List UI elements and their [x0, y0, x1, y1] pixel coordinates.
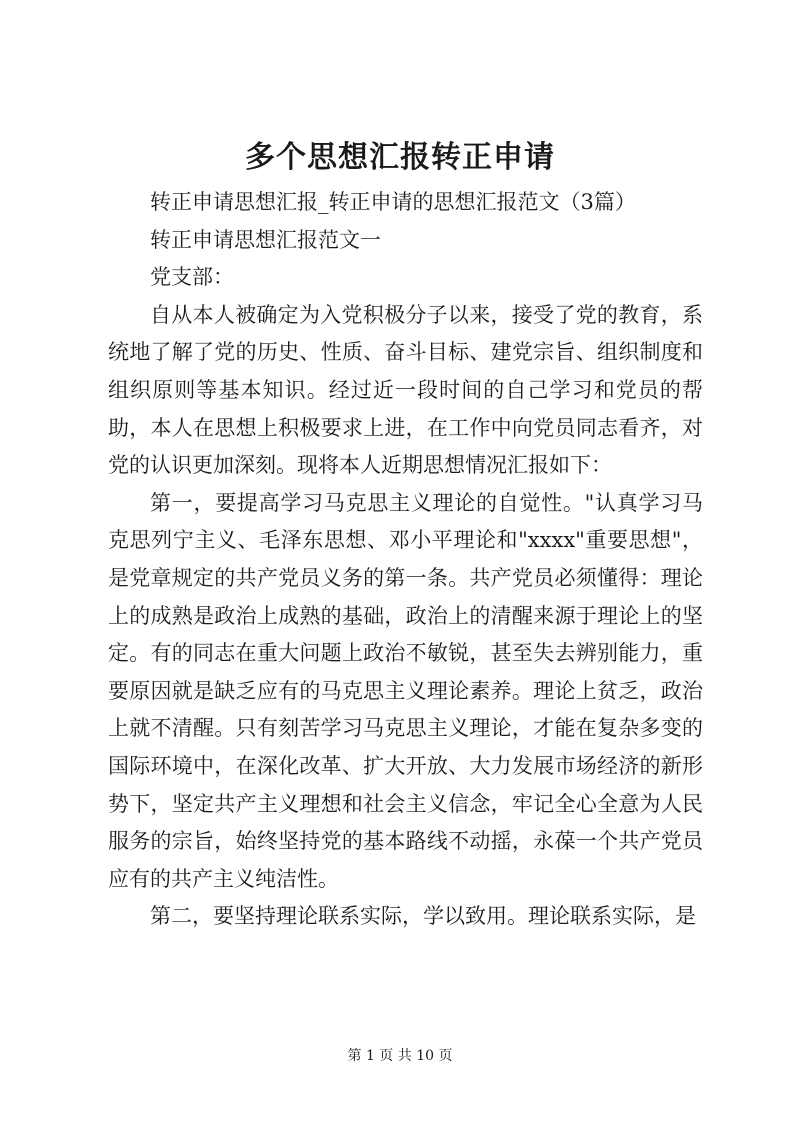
subtitle-paragraph: 转正申请思想汇报_转正申请的思想汇报范文（3篇）	[150, 190, 636, 214]
salutation: 党支部：	[150, 265, 234, 290]
page-footer: 第 1 页 共 10 页	[347, 1048, 453, 1064]
body-paragraph: 第一，要提高学习马克思主义理论的自觉性。"认真学习马克思列宁主义、毛泽东思想、邓小平理论和"xxxx"重要思想"，是党章规定的共产党员义务的第一条。共产党员必须懂得：理论上的成熟是政治上成熟的基础，政治上的清醒来源于理论上的坚定。有的同志在重大问题上政治不敏锐，甚至失去辨别能力，重要原因就是缺乏应有的马克思主义理论素养。理论上贫乏，政治上就不清醒。只有刻苦学习马克思主义理论，才能在复杂多变的国际环境中，在深化改革、扩大开放、大力发展市场经济的新形势下，坚定共产主义理想和社会主义信念，牢记全心全意为人民服务的宗旨，始终坚持党的基本路线不动摇，永葆一个共产党员应有的共产主义纯洁性。	[108, 490, 703, 891]
section-heading: 转正申请思想汇报范文一	[150, 227, 381, 252]
document-title: 多个思想汇报转正申请	[245, 140, 555, 175]
document-body	[108, 184, 703, 936]
body-paragraph: 第二，要坚持理论联系实际，学以致用。理论联系实际，是	[150, 904, 696, 929]
body-paragraph: 自从本人被确定为入党积极分子以来，接受了党的教育，系统地了解了党的历史、性质、奋斗目标、建党宗旨、组织制度和组织原则等基本知识。经过近一段时间的自己学习和党员的帮助，本人在思想上积极要求上进，在工作中向党员同志看齐，对党的认识更加深刻。现将本人近期思想情况汇报如下：	[108, 302, 703, 478]
